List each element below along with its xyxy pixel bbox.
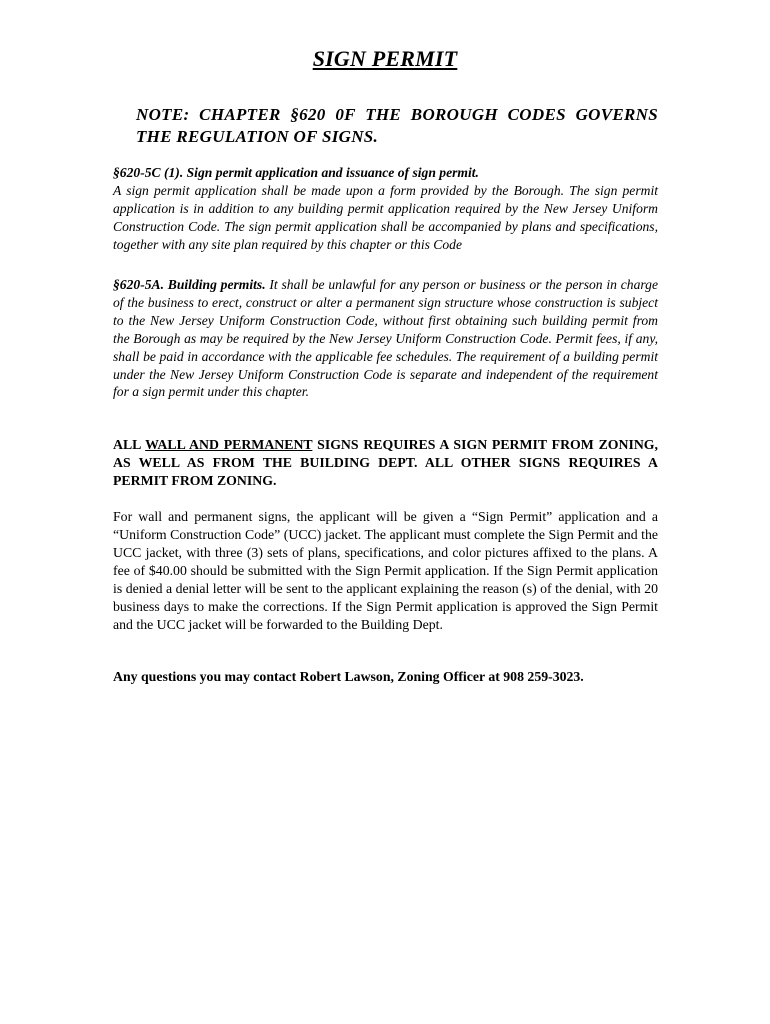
chapter-note: NOTE: CHAPTER §620 0F THE BOROUGH CODES GOVERNS THE REGULATION OF SIGNS.	[136, 105, 658, 146]
contact-line: Any questions you may contact Robert Lawson, Zoning Officer at 908 259-3023.	[113, 669, 584, 684]
section-620-5c	[113, 164, 658, 254]
section-620-5a-heading: §620-5A. Building permits.	[113, 277, 266, 292]
requirement-lead: ALL	[113, 437, 141, 452]
requirement-rest: SIGNS REQUIRES A SIGN PERMIT FROM ZONING, AS WELL AS FROM THE BUILDING DEPT. ALL OTHER SIGNS REQUIRES A PERMIT FROM ZONING.	[113, 437, 658, 488]
section-620-5c-heading: §620-5C (1). Sign permit application and issuance of sign permit.	[113, 165, 479, 180]
sign-permit-requirement	[113, 436, 658, 490]
section-620-5c-body: A sign permit application shall be made upon a form provided by the Borough. The sign permit application is in addition to any building permit application required by the New Jersey Uniform Construction Code. The sign permit application shall be accompanied by plans and specifications, together with any site plan required by this chapter or this Code	[113, 182, 658, 252]
section-620-5a-body: It shall be unlawful for any person or business or the person in charge of the business to erect, construct or alter a permanent sign structure whose construction is subject to the New Jersey Uniform Construction Code, without first obtaining such building permit from the Borough as may be required by the New Jersey Uniform Construction Code. Permit fees, if any, shall be paid in accordance with the applicable fee schedules. The requirement of a building permit under the New Jersey Uniform Construction Code is separate and independent of the requirement for a sign permit under this chapter.	[113, 277, 658, 400]
requirement-underlined: WALL AND PERMANENT	[145, 437, 313, 452]
page-title: SIGN PERMIT	[312, 46, 458, 71]
section-620-5a	[113, 276, 658, 401]
application-procedure: For wall and permanent signs, the applicant will be given a “Sign Permit” application and a “Uniform Construction Code” (UCC) jacket. The applicant must complete the Sign Permit and the UCC jacket, with three (3) sets of plans, specifications, and color pictures affixed to the plans. A fee of $40.00 should be submitted with the Sign Permit application. If the Sign Permit application is denied a denial letter will be sent to the applicant explaining the reason (s) of the denial, with 20 business days to make the corrections. If the Sign Permit application is approved the Sign Permit and the UCC jacket will be forwarded to the Building Dept.	[113, 509, 658, 632]
